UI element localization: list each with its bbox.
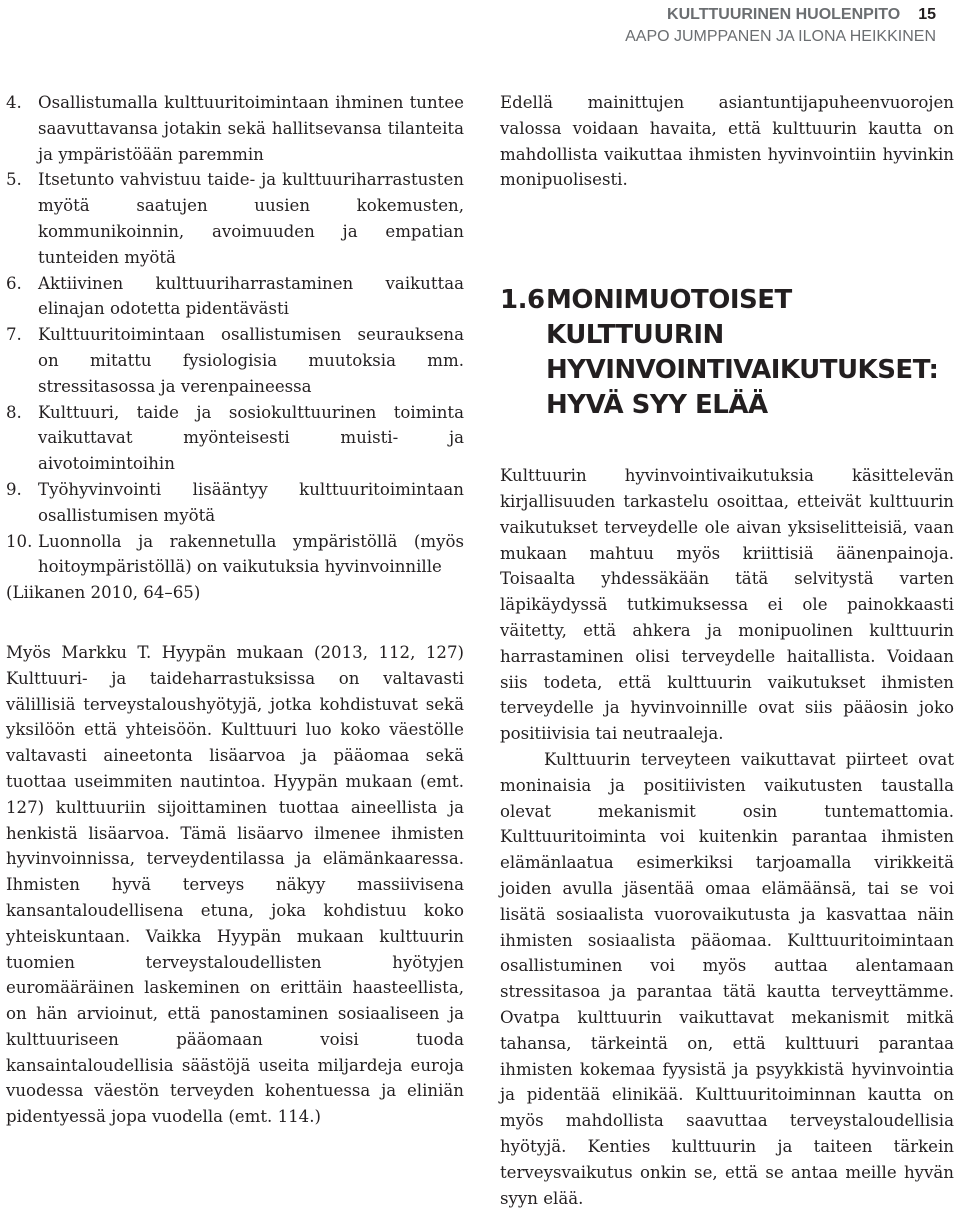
body-paragraph: Kulttuurin hyvinvointivaikutuksia käsittelevän kirjallisuuden tarkastelu osoittaa, etteivät kulttuurin vaikutukset terveydelle ole aivan yksiselitteisiä, vaan mukaan mahtuu myös kriittisiä äänenpainoja. Toisaalta yhdessäkään tätä selvitystä varten läpikäydyssä tutkimuksessa ei ole painokkaasti väitetty, että ahkera ja monipuolinen kulttuurin harrastaminen olisi terveydelle haitallista. Voidaan siis todeta, että kulttuurin vaikutukset ihmisten terveydelle ja hyvinvoinnille ovat siis pääosin joko positiivisia tai neutraaleja. <box>500 466 954 744</box>
list-number: 10. <box>6 531 33 551</box>
publication-title: KULTTUURINEN HUOLENPITO <box>667 6 901 23</box>
section-heading <box>500 283 954 423</box>
right-column <box>500 90 954 1211</box>
list-number: 7. <box>6 325 22 345</box>
list-text: Luonnolla ja rakennetulla ympäristöllä (myös hoitoympäristöllä) on vaikutuksia hyvinvoinnille <box>38 531 464 577</box>
list-item <box>6 322 464 399</box>
heading-line: HYVÄ SYY ELÄÄ <box>546 390 768 421</box>
list-item <box>6 167 464 270</box>
list-text: Kulttuuri, taide ja sosiokulttuurinen toiminta vaikuttavat myönteisesti muisti- ja aivotoimintoihin <box>38 402 464 474</box>
list-text: Itsetunto vahvistuu taide- ja kulttuuriharrastusten myötä saatujen uusien kokemusten, kommunikoinnin, avoimuuden ja empatian tunteiden myötä <box>38 170 464 267</box>
list-text: Osallistumalla kulttuuritoimintaan ihminen tuntee saavuttavansa jotakin sekä hallitsevansa tilanteita ja ympäristöään paremmin <box>38 93 464 164</box>
body-paragraph: Myös Markku T. Hyypän mukaan (2013, 112, 127) Kulttuuri- ja taideharrastuksissa on valtavasti välillisiä terveystaloushyötyjä, jotka kohdistuvat sekä yksilöön että yhteisöön. Kulttuuri luo koko väestölle valtavasti aineetonta lisäarvoa ja pääomaa sekä tuottaa useimmiten nautintoa. Hyypän mukaan (emt. 127) kulttuuriin sijoittaminen tuottaa aineellista ja henkistä lisäarvoa. Tämä lisäarvo ilmenee ihmisten hyvinvoinnissa, terveydentilassa ja elämänkaaressa. Ihmisten hyvä terveys näkyy massiivisena kansantaloudellisena etuna, joka kohdistuu koko yhteiskuntaan. Vaikka Hyypän mukaan kulttuurin tuomien terveystaloudellisten hyötyjen euromääräinen laskeminen on erittäin haasteellista, on hän arvioinut, että panostaminen sosiaaliseen ja kulttuuriseen pääomaan voisi tuoda kansaintaloudellisia säästöjä useita miljardeja euroja vuodessa väestön terveyden kohentuessa ja eliniän pidentyessä jopa vuodella (emt. 114.) <box>6 642 464 1127</box>
page-number: 15 <box>918 6 936 23</box>
heading-line: MONIMUOTOISET KULTTUURIN <box>546 285 792 351</box>
body-paragraph: Kulttuurin terveyteen vaikuttavat piirteet ovat moninaisia ja positiivisten vaikutusten taustalla olevat mekanismit osin tuntemattomia. Kulttuuritoiminta voi kuitenkin parantaa ihmisten elämänlaatua esimerkiksi tarjoamalla virikkeitä joiden avulla jäsentää omaa elämäänsä, tai se voi lisätä sosiaalista vuorovaikutusta ja kasvattaa näin ihmisten sosiaalista pääomaa. Kulttuuritoimintaan osallistuminen voi myös auttaa alentamaan stressitasoa ja parantaa tätä kautta terveyttämme. Ovatpa kulttuurin vaikuttavat mekanismit mitkä tahansa, tärkeintä on, että kulttuuri parantaa ihmisten kokemaa fyysistä ja psyykkistä hyvinvointia ja pidentää elinikää. Kulttuuritoiminnan kautta on myös mahdollista saavuttaa terveystaloudellisia hyötyjä. Kenties kulttuurin ja taiteen tärkein terveysvaikutus onkin se, että se antaa meille hyvän syyn elää. <box>500 749 954 1208</box>
list-text: Aktiivinen kulttuuriharrastaminen vaikuttaa elinajan odotetta pidentävästi <box>38 273 464 319</box>
list-item <box>6 529 464 581</box>
section-number: 1.6 <box>500 285 545 316</box>
list-number: 4. <box>6 93 22 112</box>
list-item <box>6 477 464 529</box>
intro-paragraph: Edellä mainittujen asiantuntijapuheenvuorojen valossa voidaan havaita, että kulttuurin kautta on mahdollista vaikuttaa ihmisten hyvinvointiin hyvinkin monipuolisesti. <box>500 93 954 190</box>
left-column <box>6 90 464 1130</box>
list-text: Kulttuuritoimintaan osallistumisen seurauksena on mitattu fysiologisia muutoksia mm. stressitasossa ja verenpaineessa <box>38 325 464 396</box>
heading-line: HYVINVOINTIVAIKUTUKSET: <box>546 355 939 386</box>
list-number: 8. <box>6 402 22 422</box>
list-number: 6. <box>6 273 22 293</box>
list-number: 9. <box>6 479 22 499</box>
effects-list <box>6 90 464 580</box>
citation: (Liikanen 2010, 64–65) <box>6 583 201 603</box>
authors: AAPO JUMPPANEN JA ILONA HEIKKINEN <box>625 28 936 45</box>
list-item <box>6 271 464 323</box>
list-number: 5. <box>6 170 22 190</box>
list-item <box>6 400 464 477</box>
list-text: Työhyvinvointi lisääntyy kulttuuritoimintaan osallistumisen myötä <box>38 479 464 525</box>
running-header <box>625 4 936 48</box>
list-item <box>6 90 464 167</box>
